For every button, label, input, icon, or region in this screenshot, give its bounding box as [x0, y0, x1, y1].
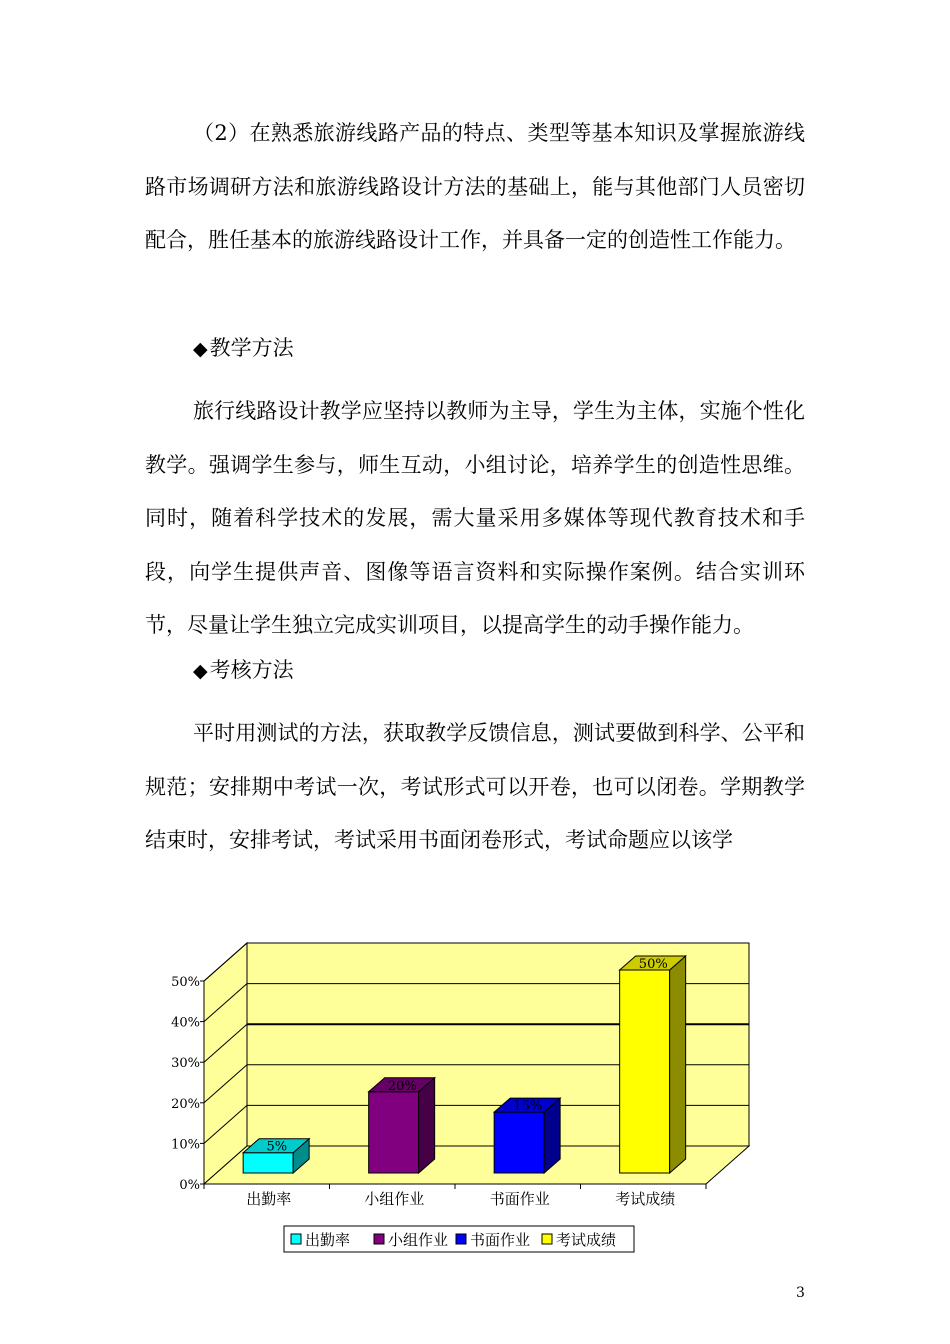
chart-data-label: 5%	[266, 1139, 288, 1155]
chart-legend-swatch	[374, 1234, 384, 1244]
chart-bar	[494, 1112, 544, 1173]
chart-data-label: 20%	[387, 1078, 417, 1094]
chart-bar-side	[670, 956, 686, 1173]
paragraph-objective-2: （2）在熟悉旅游线路产品的特点、类型等基本知识及掌握旅游线路市场调研方法和旅游线路设计方法的基础上，能与其他部门人员密切配合，胜任基本的旅游线路设计工作，并具备一定的创造性工作能力。	[145, 121, 805, 252]
chart-legend-label: 小组作业	[388, 1231, 449, 1249]
paragraph-teaching-methods: 旅行线路设计教学应坚持以教师为主导，学生为主体，实施个性化教学。强调学生参与，师生互动，小组讨论，培养学生的创造性思维。同时，随着科学技术的发展，需大量采用多媒体等现代教育技术和手段，向学生提供声音、图像等语言资料和实际操作案例。结合实训环节，尽量让学生独立完成实训项目，以提高学生的动手操作能力。	[145, 399, 805, 637]
paragraph-assessment-methods: 平时用测试的方法，获取教学反馈信息，测试要做到科学、公平和规范；安排期中考试一次，考试形式可以开卷，也可以闭卷。学期教学结束时，安排考试，考试采用书面闭卷形式，考试命题应以该学	[145, 721, 805, 852]
chart-legend-label: 书面作业	[470, 1231, 531, 1249]
chart-ytick-label: 40%	[171, 1015, 200, 1031]
chart-category-label: 考试成绩	[615, 1190, 676, 1208]
chart-category-label: 出勤率	[246, 1190, 292, 1208]
chart-bar-side	[419, 1078, 435, 1173]
chart-category-label: 小组作业	[364, 1190, 425, 1208]
chart-ytick-label: 20%	[171, 1096, 200, 1112]
chart-ytick-label: 10%	[171, 1137, 200, 1153]
diamond-bullet-icon: ◆	[193, 660, 208, 682]
heading-teaching-methods-text: 教学方法	[209, 336, 294, 360]
page-number: 3	[796, 1285, 805, 1301]
chart-bar	[369, 1092, 419, 1173]
chart-bar	[620, 970, 670, 1173]
chart-legend-label: 考试成绩	[556, 1231, 617, 1249]
chart-ytick-label: 0%	[179, 1178, 200, 1193]
chart-side-wall	[204, 943, 247, 1184]
chart-ytick-label: 30%	[171, 1056, 200, 1072]
chart-ytick-label: 50%	[171, 975, 200, 990]
chart-data-label: 15%	[513, 1099, 543, 1115]
diamond-bullet-icon: ◆	[193, 338, 208, 360]
chart-data-label: 50%	[638, 957, 668, 972]
chart-bar	[243, 1153, 293, 1173]
chart-legend-swatch	[542, 1234, 552, 1244]
chart-category-label: 书面作业	[489, 1190, 550, 1208]
chart-legend-label: 出勤率	[305, 1231, 351, 1249]
chart-legend-swatch	[456, 1234, 466, 1244]
chart-legend-swatch	[291, 1234, 301, 1244]
heading-assessment-methods-text: 考核方法	[209, 658, 294, 682]
